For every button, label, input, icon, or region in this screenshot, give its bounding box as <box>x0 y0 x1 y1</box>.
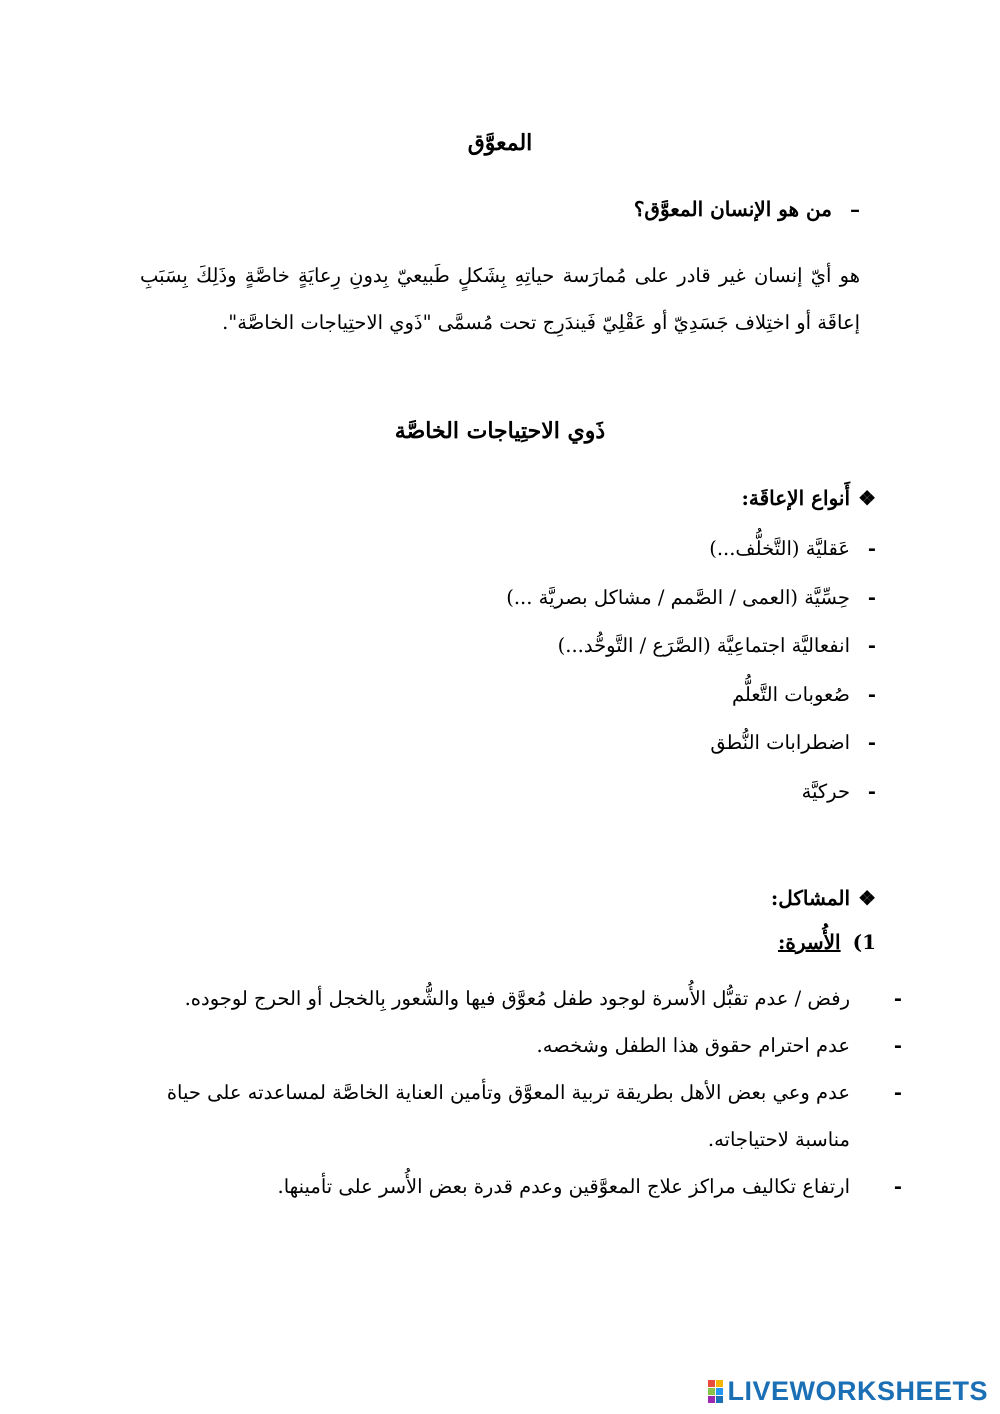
problems-heading <box>771 886 876 910</box>
list-item: -حِسِّيَّة (العمى / الصَّمم / مشاكل بصريَّة ...) <box>506 574 876 623</box>
dash-bullet: - <box>867 585 876 609</box>
dash-bullet: - <box>893 1081 902 1104</box>
dash-bullet: - <box>867 682 876 706</box>
family-problems-list <box>160 975 902 1210</box>
family-number: 1) <box>852 930 876 954</box>
dash-bullet: - <box>867 537 876 560</box>
logo-text: LIVEWORKSHEETS <box>727 1375 988 1406</box>
dash-bullet: - <box>867 779 876 803</box>
family-subheading <box>778 930 876 954</box>
list-item: -عَقليَّة (التَّخلُّف...) <box>506 525 876 574</box>
page-title: المعوَّق <box>467 130 533 156</box>
dash-bullet: - <box>867 634 876 657</box>
liveworksheets-logo[interactable] <box>708 1376 988 1406</box>
list-item: -رفض / عدم تقبُّل الأُسرة لوجود طفل مُعوَّق فيها والشُّعور بِالخجل أو الحرج لوجوده. <box>160 975 876 1022</box>
liveworksheets-grid-icon <box>708 1380 723 1403</box>
question-text: من هو الإنسان المعوَّق؟ <box>633 197 832 221</box>
list-item: -انفعاليَّة اجتماعِيَّة (الصَّرَع / التَّوحُّد...) <box>506 622 876 671</box>
list-item: -عدم وعي بعض الأهل بطريقة تربية المعوَّق وتأمين العناية الخاصَّة لمساعدته على حياة مناسبة لاحتياجاته. <box>160 1069 876 1163</box>
dash-bullet: - <box>893 1175 902 1198</box>
diamond-bullet-icon: ❖ <box>858 886 876 910</box>
disability-types-list <box>506 525 876 816</box>
question-heading <box>634 197 860 221</box>
problems-title: المشاكل: <box>770 886 851 910</box>
definition-paragraph: هو أيّ إنسان غير قادر على مُمارَسة حياتِهِ بِشَكلٍ طَبيعيّ بِدونِ رِعايَةٍ خاصَّةٍ وذَلِكَ بِسَبَبِ إعاقَة أو اختِلاف جَسَدِيّ أو عَقْلِيّ فَيندَرِج تحت مُسمَّى "ذَوي الاحتِياجات الخاصَّة". <box>140 264 860 334</box>
question-dash: – <box>850 197 860 221</box>
types-heading <box>741 486 876 510</box>
list-item: -ارتفاع تكاليف مراكز علاج المعوَّقين وعدم قدرة بعض الأُسر على تأمينها. <box>160 1163 876 1210</box>
section-heading: ذَوي الاحتِياجات الخاصَّة <box>394 418 606 444</box>
dash-bullet: - <box>893 987 902 1010</box>
list-item: -عدم احترام حقوق هذا الطفل وشخصه. <box>160 1022 876 1069</box>
family-title: الأُسرة: <box>777 930 841 954</box>
list-item: -اضطرابات النُّطق <box>506 719 876 768</box>
types-title: أَنواع الإعاقَة: <box>741 486 851 510</box>
list-item: -صُعوبات التَّعلُّم <box>506 671 876 720</box>
diamond-bullet-icon: ❖ <box>858 486 876 510</box>
dash-bullet: - <box>893 1034 902 1057</box>
dash-bullet: - <box>867 731 876 754</box>
list-item: -حركيَّة <box>506 768 876 817</box>
